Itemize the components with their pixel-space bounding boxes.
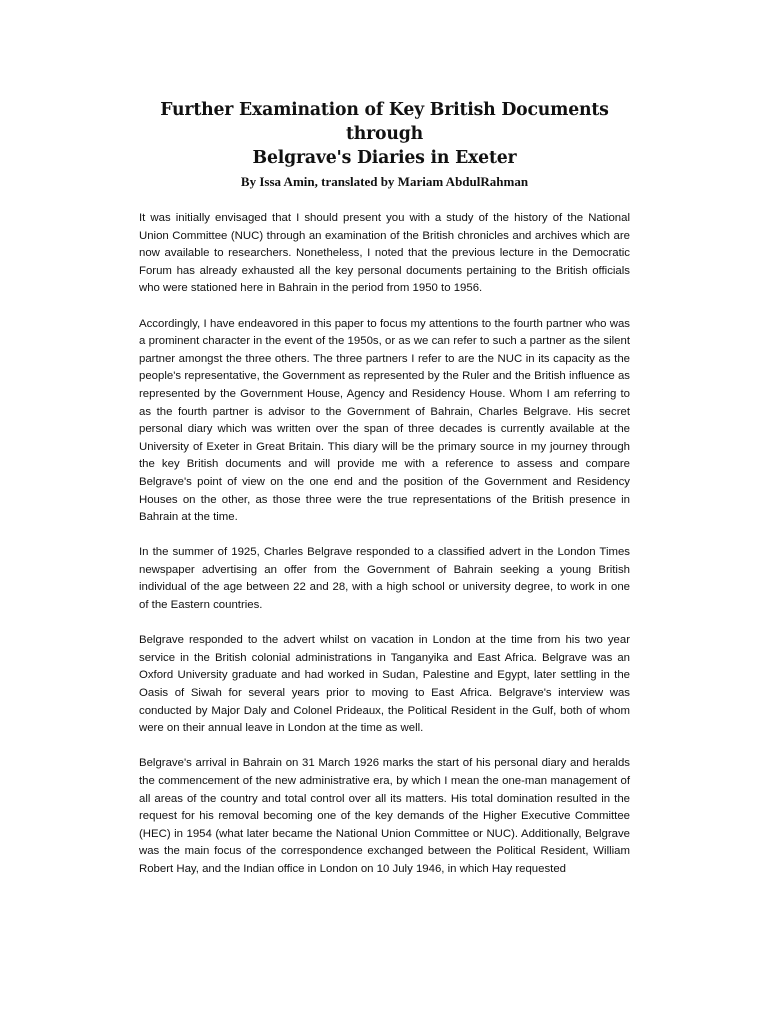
paragraph-3: In the summer of 1925, Charles Belgrave responded to a classified advert in the London Times newspaper advertising an offer from the Government of Bahrain seeking a young British individual of the age between 22 and 28, with a high school or university degree, to work in one of the Eastern countries. bbox=[139, 546, 630, 612]
paragraph-4: Belgrave responded to the advert whilst on vacation in London at the time from his two year service in the British colonial administrations in Tanganyika and East Africa. Belgrave was an Oxford University graduate and had worked in Sudan, Palestine and Egypt, later settling in the Oasis of Siwah for several years prior to moving to East Africa. Belgrave's interview was conducted by Major Daly and Colonel Prideaux, the Political Resident in the Gulf, both of whom were on their annual leave in London at the time as well. bbox=[139, 634, 630, 735]
paragraph-1: It was initially envisaged that I should present you with a study of the history of the National Union Committee (NUC) through an examination of the British chronicles and archives which are now available to researchers. Nonetheless, I noted that the previous lecture in the Democratic Forum has already exhausted all the key personal documents pertaining to the British officials who were stationed here in Bahrain in the period from 1950 to 1956. bbox=[139, 212, 630, 295]
title-line-1: Further Examination of Key British Documents through bbox=[160, 100, 609, 144]
document-title bbox=[139, 98, 630, 170]
byline: By Issa Amin, translated by Mariam AbdulRahman bbox=[240, 174, 529, 189]
title-line-2: Belgrave's Diaries in Exeter bbox=[252, 148, 517, 168]
document-body bbox=[139, 210, 630, 879]
paragraph-5: Belgrave's arrival in Bahrain on 31 March 1926 marks the start of his personal diary and heralds the commencement of the new administrative era, by which I mean the one-man management of all areas of the country and total control over all its matters. His total domination resulted in the request for his removal becoming one of the key demands of the Higher Executive Committee (HEC) in 1954 (what later became the National Union Committee or NUC). Additionally, Belgrave was the main focus of the correspondence exchanged between the Political Resident, William Robert Hay, and the Indian office in London on 10 July 1946, in which Hay requested bbox=[139, 757, 630, 875]
paragraph-2: Accordingly, I have endeavored in this paper to focus my attentions to the fourth partner who was a prominent character in the event of the 1950s, or as we can refer to such a partner as the silent partner amongst the three others. The three partners I refer to are the NUC in its capacity as the people's representative, the Government as represented by the Ruler and the British influence as represented by the Government House, Agency and Residency House. Whom I am referring to as the fourth partner is advisor to the Government of Bahrain, Charles Belgrave. His secret personal diary which was written over the span of three decades is currently available at the University of Exeter in Great Britain. This diary will be the primary source in my journey through the key British documents and will provide me with a reference to assess and compare Belgrave's point of view on the one end and the position of the Government and Residency Houses on the other, as those three were the true representations of the British presence in Bahrain at the time. bbox=[139, 317, 630, 524]
